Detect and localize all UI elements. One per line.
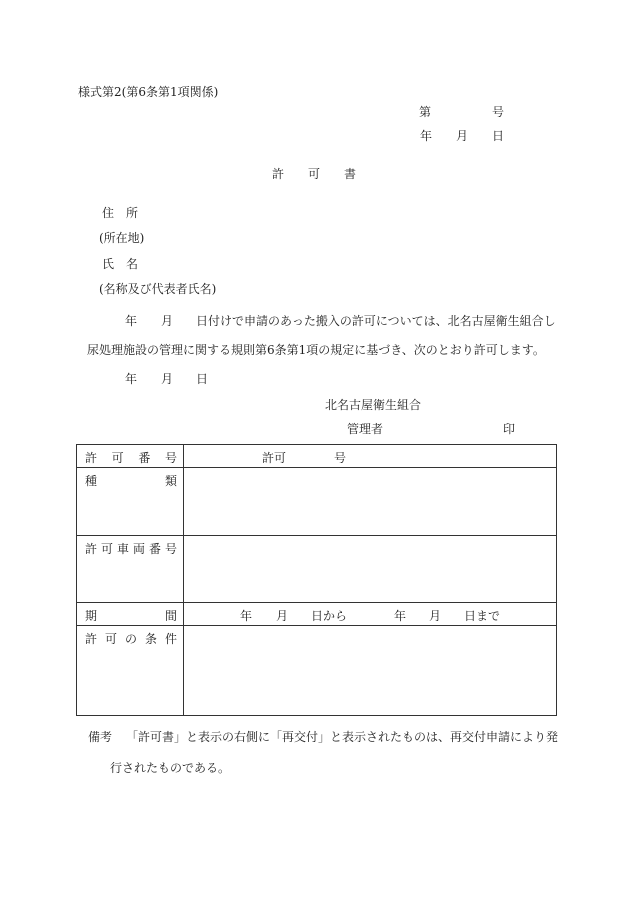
number-go: 号 bbox=[492, 105, 505, 119]
permit-number-label-cell bbox=[77, 445, 184, 468]
applicant-name: 氏 名 bbox=[102, 257, 139, 271]
period-value-cell[interactable] bbox=[184, 603, 557, 626]
conditions-value-cell[interactable] bbox=[184, 626, 557, 716]
period-from-month: 月 bbox=[276, 609, 289, 623]
permit-number-value-cell[interactable] bbox=[184, 445, 557, 468]
issue-date-day: 日 bbox=[196, 372, 209, 386]
table-row bbox=[77, 626, 557, 716]
period-to-year: 年 bbox=[394, 609, 407, 623]
table-row bbox=[77, 445, 557, 468]
header-date-month: 月 bbox=[456, 129, 469, 143]
issue-date-year: 年 bbox=[125, 372, 138, 386]
period-to-day: 日まで bbox=[464, 609, 501, 623]
issuer-seal: 印 bbox=[503, 422, 516, 436]
body-line1-text: 日付けで申請のあった搬入の許可については、北名古屋衛生組合し bbox=[196, 314, 556, 328]
body-line1-year: 年 bbox=[125, 314, 138, 328]
issuer-manager: 管理者 bbox=[347, 422, 384, 436]
header-date-year: 年 bbox=[420, 129, 433, 143]
period-from-day: 日から bbox=[311, 609, 348, 623]
vehicle-value-cell[interactable] bbox=[184, 536, 557, 603]
applicant-address: 住 所 bbox=[102, 206, 139, 220]
remarks-line2: 行されたものである。 bbox=[110, 761, 231, 775]
header-date-day: 日 bbox=[492, 129, 505, 143]
period-from-year: 年 bbox=[240, 609, 253, 623]
conditions-label-cell bbox=[77, 626, 184, 716]
number-dai: 第 bbox=[419, 105, 432, 119]
period-label: 期間 bbox=[85, 609, 177, 623]
type-label: 種類 bbox=[85, 474, 177, 488]
body-line1-month: 月 bbox=[161, 314, 174, 328]
vehicle-label-cell bbox=[77, 536, 184, 603]
applicant-location: (所在地) bbox=[99, 231, 145, 245]
period-to-month: 月 bbox=[429, 609, 442, 623]
permit-number-label: 許可番号 bbox=[85, 451, 177, 465]
type-value-cell[interactable] bbox=[184, 468, 557, 536]
table-row bbox=[77, 603, 557, 626]
table-row bbox=[77, 468, 557, 536]
table-row bbox=[77, 536, 557, 603]
document-title: 許 可 書 bbox=[272, 167, 357, 181]
permit-number-suffix: 号 bbox=[334, 451, 347, 465]
permit-number-prefix: 許可 bbox=[262, 451, 287, 465]
applicant-corp-name: (名称及び代表者氏名) bbox=[99, 282, 217, 296]
period-label-cell bbox=[77, 603, 184, 626]
conditions-label: 許可の条件 bbox=[85, 632, 177, 646]
type-label-cell bbox=[77, 468, 184, 536]
form-label: 様式第2(第6条第1項関係) bbox=[78, 85, 219, 99]
permit-table bbox=[76, 444, 557, 716]
remarks-line1: 「許可書」と表示の右側に「再交付」と表示されたものは、再交付申請により発 bbox=[126, 730, 559, 744]
issuer-org: 北名古屋衛生組合 bbox=[325, 398, 422, 412]
vehicle-label: 許可車両番号 bbox=[85, 542, 177, 556]
remarks-label: 備考 bbox=[88, 730, 113, 744]
issue-date-month: 月 bbox=[161, 372, 174, 386]
body-line2-text: 尿処理施設の管理に関する規則第6条第1項の規定に基づき、次のとおり許可します。 bbox=[87, 343, 545, 357]
